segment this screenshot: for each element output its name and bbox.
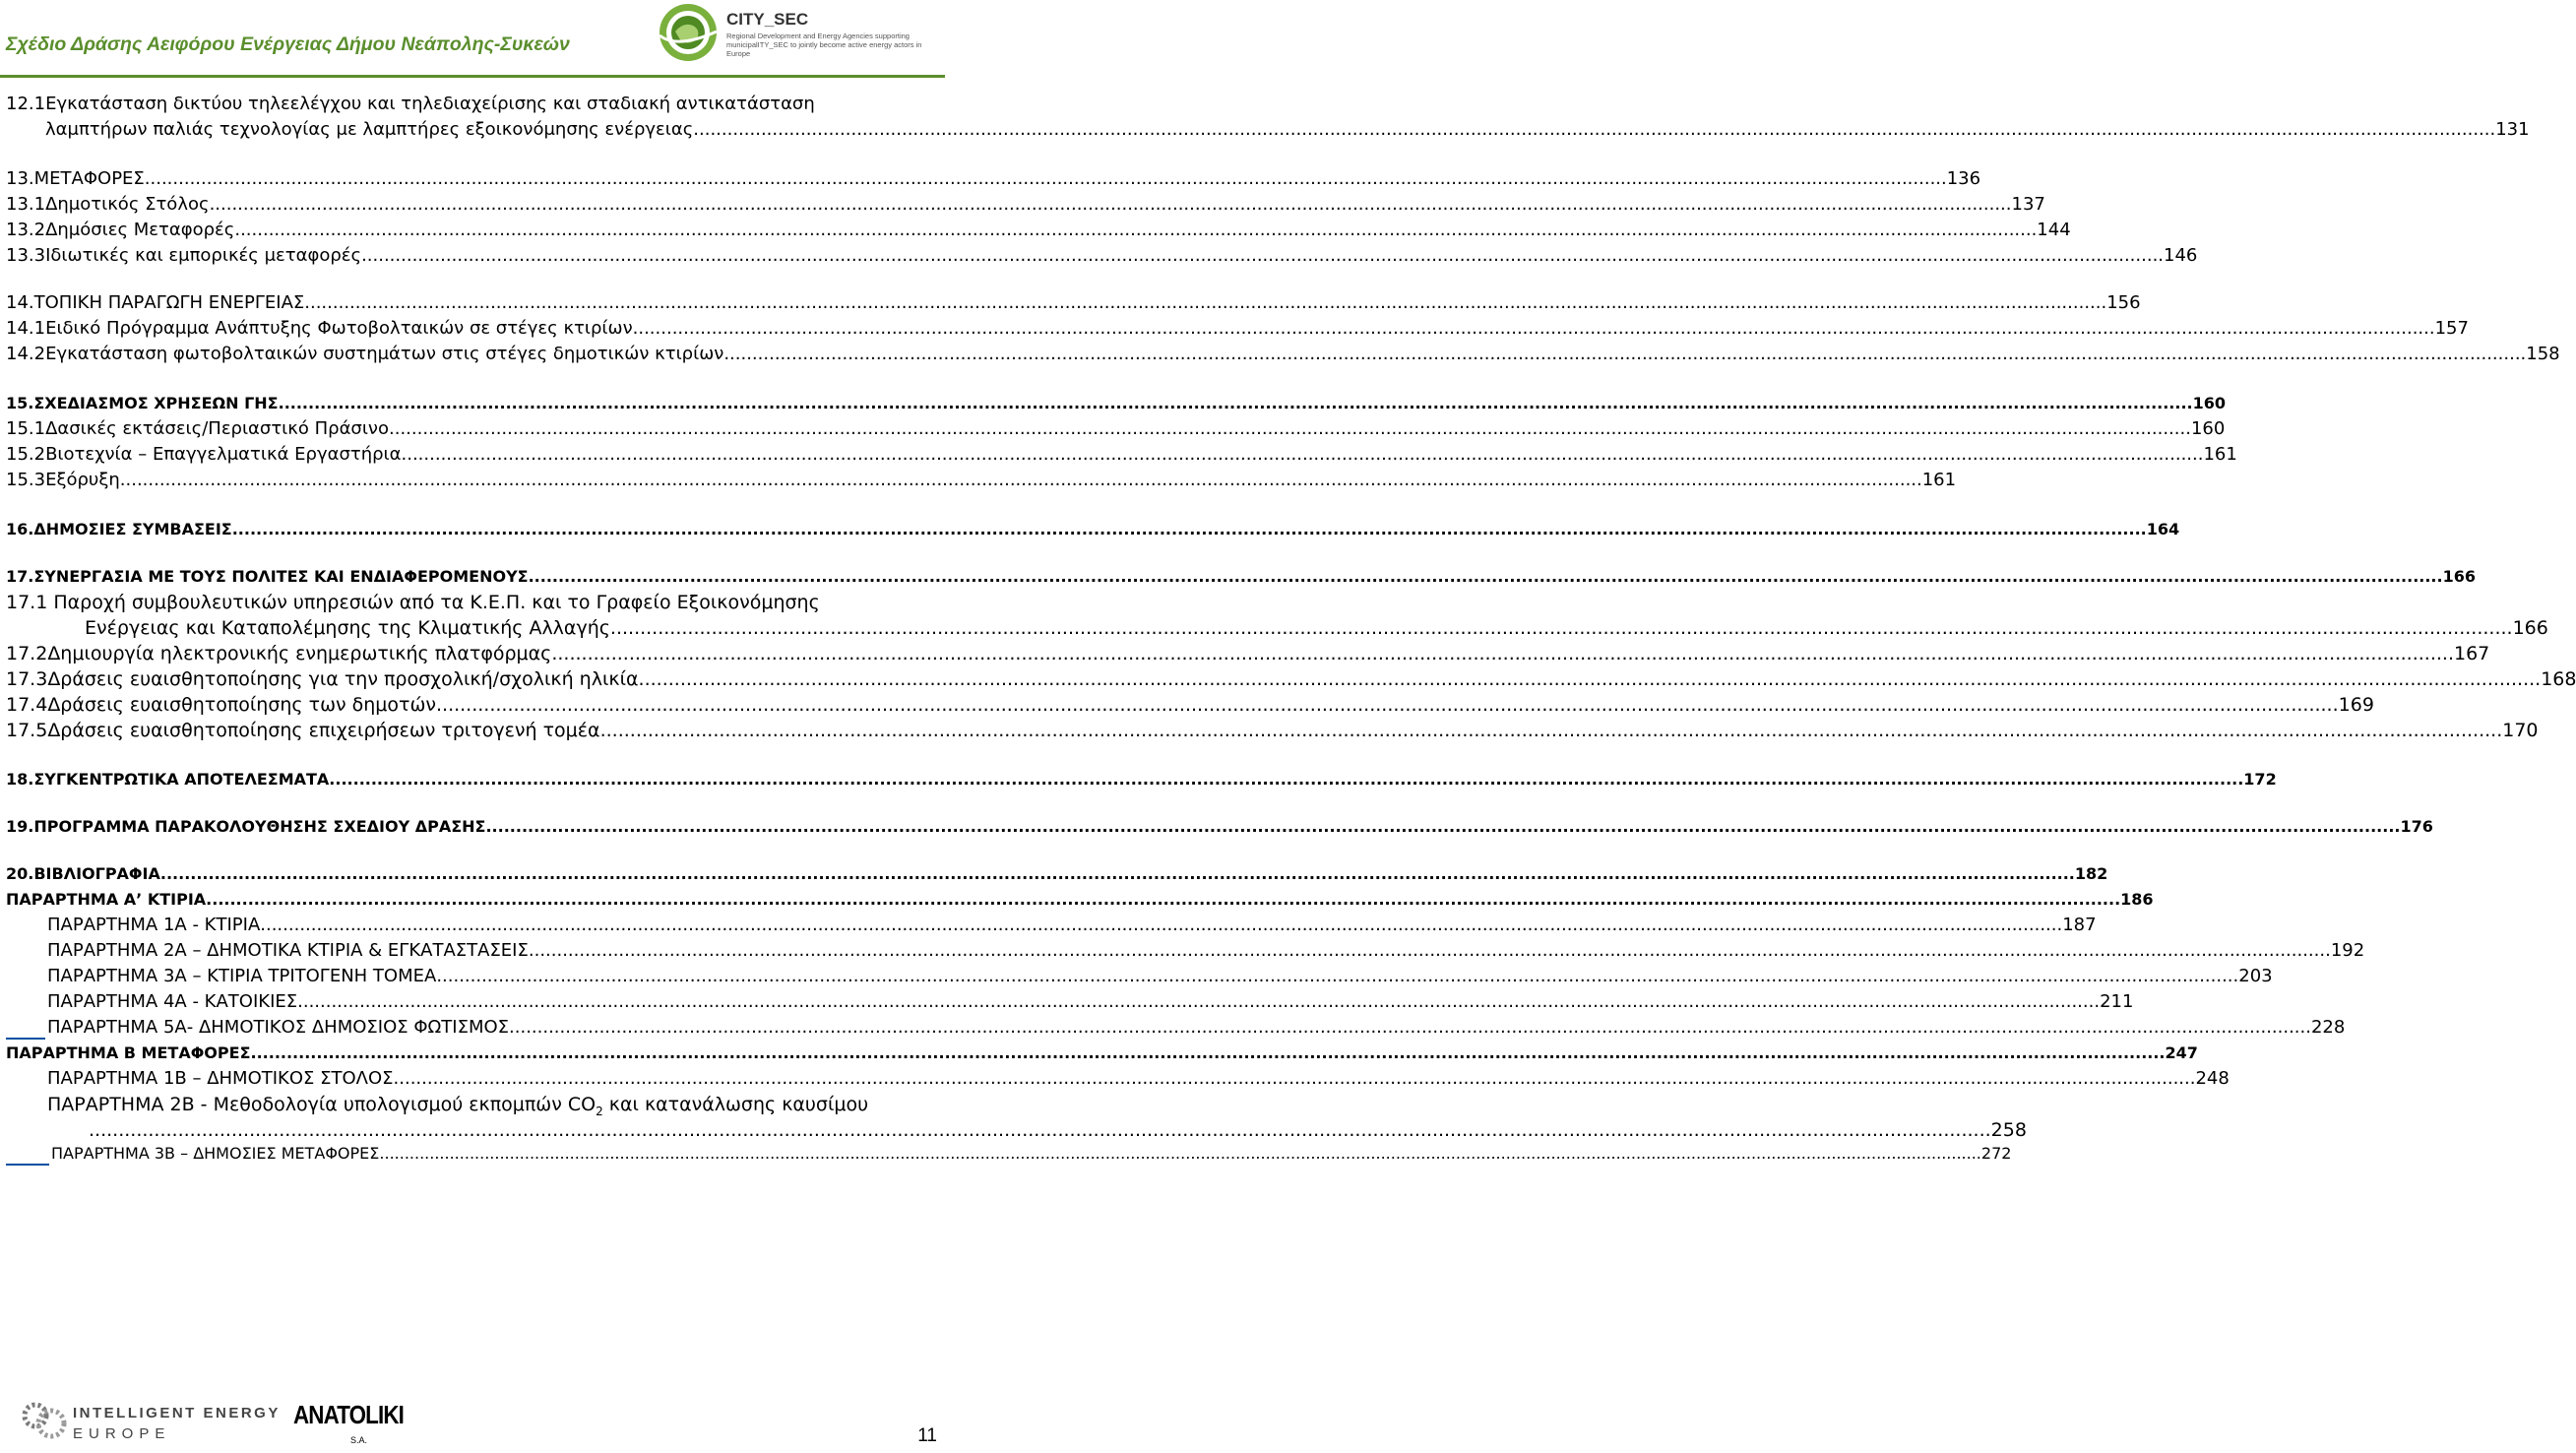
toc-annex-2b[interactable] [89,1118,2027,1142]
toc-entry-page: 161 [2203,444,2237,465]
toc-entry-page: 211 [2100,991,2134,1012]
toc-entry-15-3[interactable] [6,469,1957,492]
toc-entry-14-2[interactable] [6,343,2560,366]
dot-leader [361,244,2164,268]
toc-entry-label: ΒΙΒΛΙΟΓΡΑΦΙΑ [33,864,160,883]
toc-entry-label: ΠΑΡΑΡΤΗΜΑ 1Β – ΔΗΜΟΤΙΚΟΣ ΣΤΟΛΟΣ [47,1068,394,1089]
dot-leader [251,1042,2166,1065]
toc-annex-2a[interactable] [47,939,2365,963]
toc-entry-label: Ειδικό Πρόγραμμα Ανάπτυξης Φωτοβολταικών σε στέγες κτιρίων [45,318,633,339]
toc-entry-label: ΠΑΡΑΡΤΗΜΑ 1Α - ΚΤΙΡΙΑ [47,915,261,935]
toc-entry-page: 167 [2453,643,2490,664]
toc-entry-number: 15. [6,394,34,412]
dot-leader [260,914,2062,937]
dot-leader [436,693,2339,717]
dot-leader [600,719,2503,742]
dot-leader [509,1016,2311,1040]
toc-entry-page: 170 [2502,720,2539,741]
toc-entry-17-1[interactable] [85,616,2548,640]
toc-entry-label: ΤΟΠΙΚΗ ΠΑΡΑΓΩΓΗ ΕΝΕΡΓΕΙΑΣ [33,292,305,313]
ie-logo-line1: INTELLIGENT ENERGY [73,1405,281,1421]
toc-entry-page: 156 [2106,292,2141,313]
dot-leader [120,469,1922,492]
toc-entry-page: 258 [1990,1119,2027,1141]
toc-entry-page: 164 [2146,520,2180,538]
toc-entry-page: 248 [2195,1068,2230,1089]
toc-annex-b[interactable] [6,1042,2198,1065]
toc-entry-page: 146 [2164,245,2198,266]
toc-entry-label: ΠΑΡΑΡΤΗΜΑ 3Β – ΔΗΜΟΣΙΕΣ ΜΕΤΑΦΟΡΕΣ [51,1144,380,1163]
intelligent-energy-europe-logo [16,1394,283,1445]
toc-entry-page: 228 [2310,1017,2346,1038]
toc-entry-15-1[interactable] [6,417,2226,441]
toc-entry-label: ΠΑΡΑΡΤΗΜΑ Α’ ΚΤΙΡΙΑ [6,890,207,909]
toc-entry-label: ΠΑΡΑΡΤΗΜΑ 2Α – ΔΗΜΟΤΙΚΑ ΚΤΙΡΙΑ & ΕΓΚΑΤΑΣΤΑΣΕΙΣ [47,940,529,961]
toc-entry-page: 172 [2243,770,2277,789]
toc-entry-number: 13.2 [6,220,46,240]
toc-entry-page: 182 [2074,864,2108,883]
anatoliki-logo [291,1388,406,1447]
toc-entry-number: 15.3 [6,470,46,490]
toc-entry-13-1[interactable] [6,193,2045,217]
toc-entry-12-1-line1: 12.1Εγκατάσταση δικτύου τηλεελέγχου και τηλεδιαχείρισης και σταδιακή αντικατάσταση [6,94,815,114]
dot-leader [485,815,2400,839]
toc-entry-number: 14.2 [6,344,46,364]
dot-leader [639,667,2542,691]
toc-entry-number: 17.4 [6,694,48,716]
toc-entry-page: 166 [2442,567,2476,586]
toc-entry-number: 15.2 [6,444,46,465]
toc-entry-page: 187 [2062,915,2097,935]
toc-entry-14-1[interactable] [6,317,2469,341]
toc-entry-page: 158 [2526,344,2560,364]
toc-entry-label: ΔΗΜΟΣΙΕΣ ΣΥΜΒΑΣΕΙΣ [33,520,232,538]
dot-leader [145,167,1947,191]
toc-entry-17-3[interactable] [6,667,2576,691]
toc-annex-3a[interactable] [47,965,2273,988]
toc-entry-page: 131 [2495,119,2530,140]
underline-mark [6,1038,45,1040]
toc-entry-label: ΠΑΡΑΡΤΗΜΑ 5Α- ΔΗΜΟΤΙΚΟΣ ΔΗΜΟΣΙΟΣ ΦΩΤΙΣΜΟΣ [47,1017,510,1038]
anatoliki-sa: S.A. [350,1435,368,1445]
page-number: 11 [917,1425,937,1446]
toc-entry-page: 160 [2190,418,2226,439]
dot-leader [633,317,2435,341]
dot-leader [232,518,2147,541]
toc-entry-page: 186 [2120,890,2154,909]
toc-entry-label: Δράσεις ευαισθητοποίησης για την προσχολική/σχολική ηλικία [47,668,639,690]
toc-annex-5a[interactable] [47,1016,2346,1040]
toc-entry-label: ΠΑΡΑΡΤΗΜΑ Β ΜΕΤΑΦΟΡΕΣ [6,1043,251,1062]
toc-entry-number: 17.3 [6,668,48,690]
toc-entry-label: ΠΑΡΑΡΤΗΜΑ 3Α – ΚΤΙΡΙΑ ΤΡΙΤΟΓΕΝΗ ΤΟΜΕΑ [47,966,437,986]
toc-entry-17-1-line1: 17.1 Παροχή συμβουλευτικών υπηρεσιών από τα Κ.Ε.Π. και το Γραφείο Εξοικονόμησης [6,592,820,613]
toc-entry-label: ΠΡΟΓΡΑΜΜΑ ΠΑΡΑΚΟΛΟΥΘΗΣΗΣ ΣΧΕΔΙΟΥ ΔΡΑΣΗΣ [33,817,486,836]
toc-entry-number: 15.1 [6,418,46,439]
toc-entry-page: 169 [2338,694,2374,716]
toc-entry-page: 272 [1980,1144,2012,1163]
underline-mark [6,1164,49,1166]
toc-entry-label: ΣΥΓΚΕΝΤΡΩΤΙΚΑ ΑΠΟΤΕΛΕΣΜΑΤΑ [33,770,330,789]
toc-entry-page: 137 [2011,194,2045,215]
toc-entry-page: 157 [2434,318,2469,339]
toc-entry-17-2[interactable] [6,642,2490,665]
dot-leader [329,768,2243,791]
toc-entry-number: 13.1 [6,194,46,215]
toc-entry-label: ΠΑΡΑΡΤΗΜΑ 4Α - ΚΑΤΟΙΚΙΕΣ [47,991,298,1012]
city-sec-tagline: Regional Development and Energy Agencies supporting municipalITY_SEC to jointly become active energy actors in Europe [726,32,922,58]
toc-entry-page: 247 [2165,1043,2198,1062]
dot-leader [234,219,2037,242]
toc-entry-label: Βιοτεχνία – Επαγγελματικά Εργαστήρια [45,444,402,465]
toc-entry-page: 161 [1921,470,1957,490]
toc-entry-number: 14.1 [6,318,46,339]
toc-entry-page: 176 [2400,817,2433,836]
dot-leader [389,417,2191,441]
dot-leader [304,291,2106,315]
dot-leader [529,939,2331,963]
toc-entry-18[interactable] [6,768,2277,791]
toc-entry-label: Δράσεις ευαισθητοποίησης επιχειρήσεων τριτογενή τομέα [47,720,600,741]
toc-entry-number: 13. [6,168,34,189]
dot-leader [402,443,2204,467]
toc-entry-page: 136 [1946,168,1981,189]
toc-entry-page: 144 [2037,220,2071,240]
toc-entry-15-2[interactable] [6,443,2237,467]
toc-entry-label-end: και κατανάλωσης καυσίμου [602,1094,869,1115]
toc-entry-label: Εγκατάσταση φωτοβολταικών συστημάτων στις στέγες δημοτικών κτιρίων [45,344,724,364]
toc-annex-a[interactable] [6,888,2154,912]
toc-entry-label: ΠΑΡΑΡΤΗΜΑ 2Β - Μεθοδολογία υπολογισμού εκπομπών CO [47,1094,597,1115]
toc-entry-number: 18. [6,770,34,789]
dot-leader [529,565,2443,589]
toc-entry-label: ΣΧΕΔΙΑΣΜΟΣ ΧΡΗΣΕΩΝ ΓΗΣ [33,394,279,412]
toc-entry-14[interactable] [6,291,2141,315]
toc-annex-3b[interactable] [51,1142,2012,1166]
toc-entry-12-1[interactable] [45,118,2530,142]
toc-annex-4a[interactable] [47,990,2134,1014]
eu-stars-icon [25,1405,64,1436]
dot-leader [160,862,2075,886]
toc-entry-number: 19. [6,817,34,836]
subscript-2: 2 [596,1104,603,1118]
toc-entry-label: Δημοτικός Στόλος [45,194,210,215]
toc-entry-number: 17.5 [6,720,48,741]
toc-entry-number: 13.3 [6,245,46,266]
toc-entry-number: 14. [6,292,34,313]
toc-entry-label: Δράσεις ευαισθητοποίησης των δημοτών [47,694,436,716]
toc-entry-13[interactable] [6,167,1981,191]
toc-entry-label: Δημιουργία ηλεκτρονικής ενημερωτικής πλατφόρμας [47,643,552,664]
toc-entry-page: 168 [2541,668,2576,690]
toc-entry-number: 20. [6,864,34,883]
toc-entry-20[interactable] [6,862,2108,886]
toc-entry-label: λαμπτήρων παλιάς τεχνολογίας με λαμπτήρες εξοικονόμησης ενέργειας [45,119,694,140]
toc-entry-label: Δασικές εκτάσεις/Περιαστικό Πράσινο [45,418,389,439]
dot-leader [394,1067,2196,1091]
toc-entry-label: Εξόρυξη [45,470,120,490]
dot-leader [693,118,2495,142]
toc-entry-number: 17.2 [6,643,48,664]
toc-entry-label: Ιδιωτικές και εμπορικές μεταφορές [45,245,362,266]
dot-leader [210,193,2012,217]
document-header-title: Σχέδιο Δράσης Αειφόρου Ενέργειας Δήμου Νεάπολης-Συκεών [6,33,570,55]
toc-entry-17[interactable] [6,565,2476,589]
toc-entry-number: 17. [6,567,34,586]
toc-entry-15[interactable] [6,392,2227,415]
toc-entry-label: ΜΕΤΑΦΟΡΕΣ [33,168,145,189]
toc-entry-page: 192 [2330,940,2365,961]
toc-entry-13-2[interactable] [6,219,2071,242]
toc-entry-page: 160 [2192,394,2227,412]
toc-entry-label: Δημόσιες Μεταφορές [45,220,235,240]
toc-entry-17-5[interactable] [6,719,2539,742]
ie-logo-line2: EUROPE [73,1425,171,1442]
dot-leader [379,1142,1981,1166]
toc-entry-13-3[interactable] [6,244,2198,268]
dot-leader [89,1118,1991,1142]
toc-annex-1a[interactable] [47,914,2097,937]
dot-leader [297,990,2100,1014]
toc-annex-1b[interactable] [47,1067,2230,1091]
toc-entry-17-4[interactable] [6,693,2374,717]
toc-entry-label: ΣΥΝΕΡΓΑΣΙΑ ΜΕ ΤΟΥΣ ΠΟΛΙΤΕΣ ΚΑΙ ΕΝΔΙΑΦΕΡΟΜΕΝΟΥΣ [33,567,529,586]
city-sec-brand: CITY_SEC [726,10,809,29]
dot-leader [206,888,2120,912]
toc-entry-page: 166 [2512,617,2548,639]
toc-entry-16[interactable] [6,518,2180,541]
dot-leader [551,642,2454,665]
dot-leader [723,343,2526,366]
dot-leader [436,965,2238,988]
anatoliki-wordmark: ANATOLIKI [293,1400,404,1429]
toc-entry-label: Ενέργειας και Καταπολέμησης της Κλιματικής Αλλαγής [85,617,610,639]
dot-leader [279,392,2193,415]
toc-entry-page: 203 [2238,966,2273,986]
toc-entry-number: 16. [6,520,34,538]
toc-entry-19[interactable] [6,815,2433,839]
dot-leader [610,616,2513,640]
